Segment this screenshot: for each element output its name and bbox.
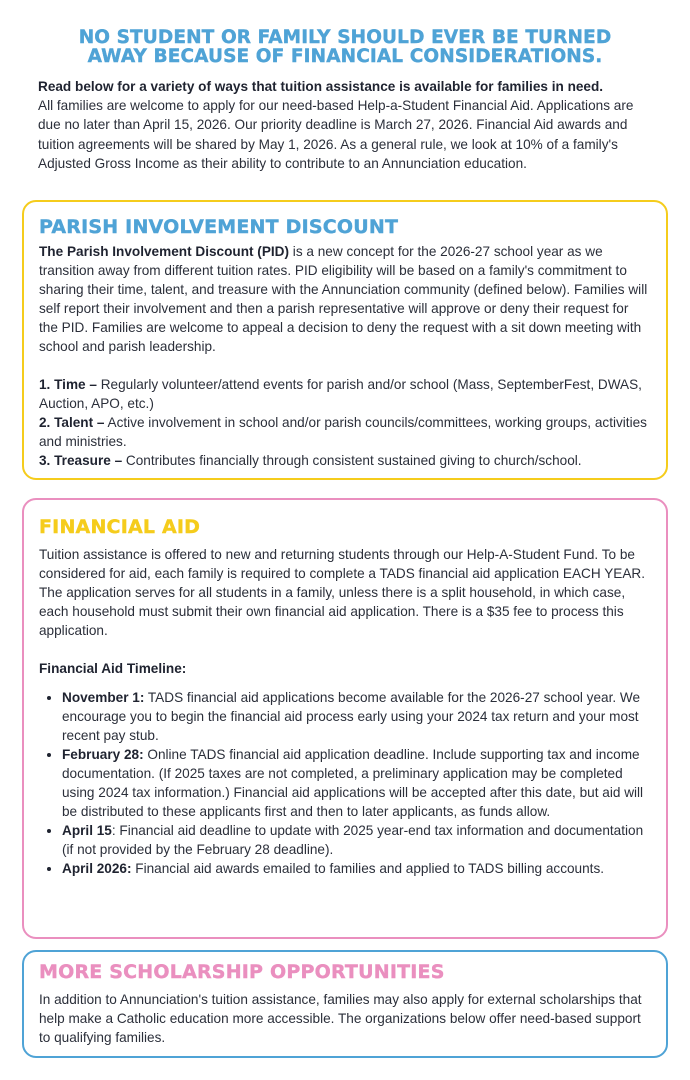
pid-item-text: Active involvement in school and/or parish councils/committees, working groups, activities and ministries.	[39, 415, 647, 450]
timeline-date: April 2026:	[62, 861, 132, 877]
intro-body: All families are welcome to apply for our need-based Help-a-Student Financial Aid. Applications are due no later than April 15, 2026. Our priority deadline is March 27, 2026. Financial Aid awards and tuition agreements will be shared by May 1, 2026. As a general rule, we look at 10% of a family's Adjusted Gross Income as their ability to contribute to an Annunciation education.	[38, 98, 634, 171]
intro-lead: Read below for a variety of ways that tuition assistance is available for families in need.	[38, 79, 604, 94]
pid-item-label: 1. Time –	[39, 377, 97, 393]
pid-heading: PARISH INVOLVEMENT DISCOUNT	[39, 216, 399, 239]
timeline-item	[62, 745, 650, 821]
pid-item-text: Contributes financially through consistent sustained giving to church/school.	[122, 453, 582, 469]
aid-heading: FINANCIAL AID	[39, 516, 201, 539]
timeline-item	[62, 821, 650, 859]
timeline-item	[62, 688, 650, 745]
timeline-text: Financial aid awards emailed to families and applied to TADS billing accounts.	[131, 861, 605, 877]
pid-item-label: 2. Talent –	[39, 415, 105, 431]
timeline-text: : Financial aid deadline to update with 2025 year-end tax information and documentation (if not provided by the February 28 deadline).	[62, 823, 644, 858]
financial-aid-card	[22, 498, 668, 939]
timeline-list	[39, 688, 650, 878]
more-scholarships-card	[22, 950, 668, 1058]
pid-item-label: 3. Treasure –	[39, 453, 123, 469]
timeline-item	[62, 859, 650, 878]
pid-lead: The Parish Involvement Discount (PID)	[39, 244, 290, 260]
timeline-date: February 28:	[62, 747, 144, 763]
pid-item-treasure	[39, 451, 650, 470]
hero-title	[22, 28, 668, 66]
timeline-text: TADS financial aid applications become available for the 2026-27 school year. We encourage you to begin the financial aid process early using your 2024 tax return and your most recent pay stub.	[62, 690, 641, 744]
timeline-text: Online TADS financial aid application deadline. Include supporting tax and income documentation. (If 2025 taxes are not completed, a preliminary application may be completed using 2024 tax information.) Financial aid applications will be accepted after this date, but aid will be distributed to these applicants first and then to later applicants, as funds allow.	[62, 747, 644, 820]
pid-body: is a new concept for the 2026-27 school year as we transition away from different tuition rates. PID eligibility will be based on a family's commitment to sharing their time, talent, and treasure with the Annunciation community (defined below). Families will self report their involvement and then a parish representative will approve or deny their request for the PID. Families are welcome to appeal a decision to deny the request with a sit down meeting with school and parish leadership.	[39, 244, 648, 355]
timeline-date: November 1:	[62, 690, 145, 706]
parish-involvement-card	[22, 200, 668, 480]
timeline-date: April 15	[62, 823, 112, 839]
pid-item-time	[39, 375, 650, 413]
intro-section	[22, 77, 668, 173]
timeline-heading: Financial Aid Timeline:	[39, 661, 187, 677]
pid-item-text: Regularly volunteer/attend events for parish and/or school (Mass, SeptemberFest, DWAS, Auction, APO, etc.)	[39, 377, 642, 412]
pid-description	[39, 242, 650, 356]
hero-title-line1: NO STUDENT OR FAMILY SHOULD EVER BE TURNED	[78, 27, 612, 48]
more-heading: MORE SCHOLARSHIP OPPORTUNITIES	[39, 961, 445, 984]
more-body: In addition to Annunciation's tuition assistance, families may also apply for external scholarships that help make a Catholic education more accessible. The organizations below offer need-based support to qualifying families.	[39, 992, 642, 1046]
pid-item-talent	[39, 413, 650, 451]
aid-body: Tuition assistance is offered to new and returning students through our Help-A-Student Fund. To be considered for aid, each family is required to complete a TADS financial aid application EACH YEAR. The application serves for all students in a family, unless there is a split household, in which case, each household must submit their own financial aid application. There is a $35 fee to process this application.	[39, 547, 645, 639]
hero-title-line2: AWAY BECAUSE OF FINANCIAL CONSIDERATIONS.	[87, 46, 603, 67]
